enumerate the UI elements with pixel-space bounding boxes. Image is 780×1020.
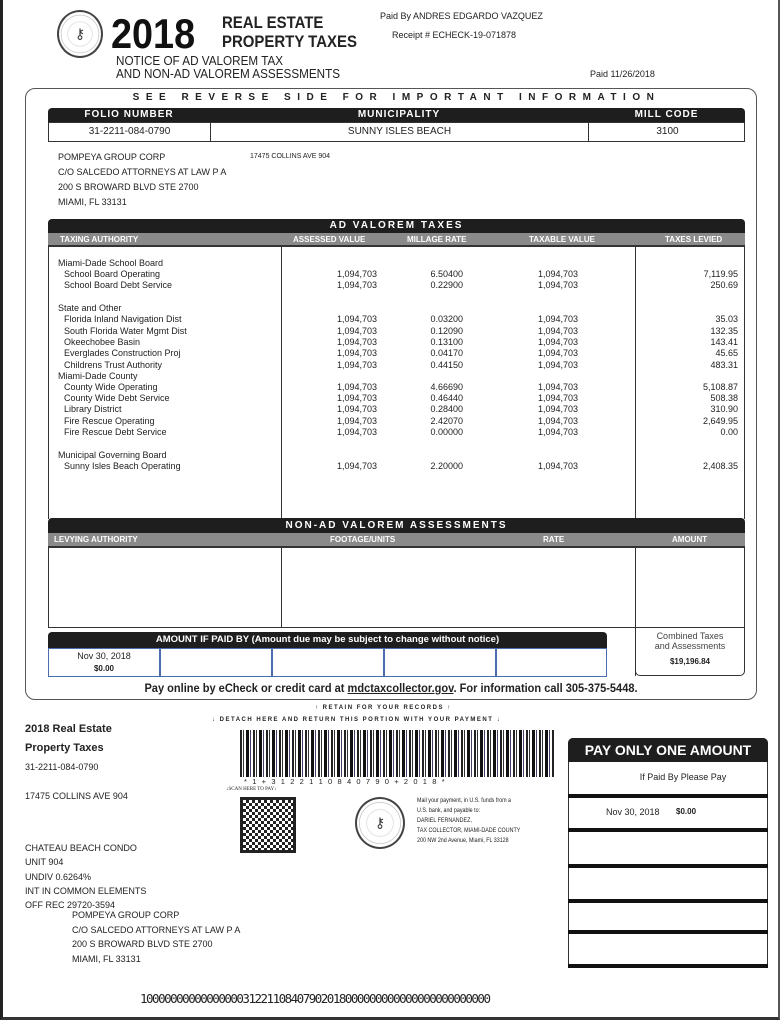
taxable-value: 1,094,703 bbox=[537, 427, 578, 437]
mill-code: 3100 bbox=[656, 126, 679, 137]
legal-description: CHATEAU BEACH CONDO UNIT 904 UNDIV 0.6264% INT IN COMMON ELEMENTS OFF REC 29720-3594 bbox=[25, 843, 147, 911]
taxing-authority: Sunny Isles Beach Operating bbox=[64, 461, 181, 471]
assessed-value: 1,094,703 bbox=[336, 314, 377, 324]
millage-rate: 0.12090 bbox=[430, 326, 463, 336]
taxable-value: 1,094,703 bbox=[537, 393, 578, 403]
reverse-side-banner: SEE REVERSE SIDE FOR IMPORTANT INFORMATION bbox=[132, 92, 661, 103]
taxable-value: 1,094,703 bbox=[537, 404, 578, 414]
property-header: FOLIO NUMBER MUNICIPALITY MILL CODE bbox=[48, 108, 745, 122]
paid-by: Paid By ANDRES EDGARDO VAZQUEZ bbox=[380, 11, 543, 21]
stub-site: 17475 COLLINS AVE 904 bbox=[25, 791, 128, 801]
taxing-authority: Florida Inland Navigation Dist bbox=[64, 314, 182, 324]
assessed-value: 1,094,703 bbox=[336, 416, 377, 426]
millage-rate: 0.00000 bbox=[430, 427, 463, 437]
taxes-levied: 310.90 bbox=[710, 404, 738, 414]
taxing-authority: Library District bbox=[64, 404, 122, 414]
taxes-levied: 2,408.35 bbox=[702, 461, 738, 471]
amount-cell-4 bbox=[384, 648, 496, 677]
millage-rate: 0.22900 bbox=[430, 280, 463, 290]
taxes-levied: 250.69 bbox=[710, 280, 738, 290]
amount-if-paid-title: AMOUNT IF PAID BY (Amount due may be subject to change without notice) bbox=[48, 632, 607, 648]
assessed-value: 1,094,703 bbox=[336, 393, 377, 403]
folio-number: 31-2211-084-0790 bbox=[49, 123, 211, 141]
taxes-levied: 7,119.95 bbox=[703, 269, 738, 279]
taxes-levied: 508.38 bbox=[710, 393, 738, 403]
keys-icon: ⚷ bbox=[74, 25, 86, 42]
taxing-authority: Fire Rescue Debt Service bbox=[64, 427, 167, 437]
amount-cell-5 bbox=[496, 648, 607, 677]
assessed-value: 1,094,703 bbox=[336, 461, 377, 471]
paid-date: Paid 11/26/2018 bbox=[590, 69, 655, 79]
taxing-authority: County Wide Debt Service bbox=[64, 393, 170, 403]
tax-collector-seal bbox=[57, 10, 103, 58]
assessed-value: 1,094,703 bbox=[336, 427, 377, 437]
millage-rate: 0.13100 bbox=[430, 337, 463, 347]
keys-icon: ⚷ bbox=[374, 814, 386, 831]
taxing-authority: South Florida Water Mgmt Dist bbox=[64, 326, 187, 336]
taxes-levied: 2,649.95 bbox=[702, 416, 738, 426]
millage-rate: 6.50400 bbox=[430, 269, 463, 279]
pay-date: Nov 30, 2018 bbox=[606, 807, 660, 817]
assessed-value: 1,094,703 bbox=[336, 269, 377, 279]
taxing-authority-group: State and Other bbox=[58, 303, 122, 313]
taxing-authority-group: Miami-Dade County bbox=[58, 371, 138, 381]
millage-rate: 0.03200 bbox=[430, 314, 463, 324]
taxable-value: 1,094,703 bbox=[537, 337, 578, 347]
taxable-value: 1,094,703 bbox=[537, 416, 578, 426]
payment-barcode bbox=[240, 730, 555, 777]
millage-rate: 2.20000 bbox=[430, 461, 463, 471]
taxable-value: 1,094,703 bbox=[537, 326, 578, 336]
amount-cell-1: Nov 30, 2018 $0.00 bbox=[48, 648, 160, 677]
ad-valorem-title: AD VALOREM TAXES bbox=[48, 219, 745, 233]
taxing-authority-group: Miami-Dade School Board bbox=[58, 258, 164, 268]
doc-title: REAL ESTATE PROPERTY TAXES bbox=[222, 13, 357, 51]
tax-year: 2018 bbox=[111, 10, 196, 57]
combined-total-box: Combined Taxes and Assessments $19,196.84 bbox=[635, 628, 745, 676]
taxable-value: 1,094,703 bbox=[537, 314, 578, 324]
taxable-value: 1,094,703 bbox=[537, 269, 578, 279]
non-ad-valorem-body bbox=[48, 548, 745, 628]
taxing-authority: County Wide Operating bbox=[64, 382, 158, 392]
assessed-value: 1,094,703 bbox=[336, 404, 377, 414]
mail-instructions: Mail your payment, in U.S. funds from a U.S. bank, and payable to: DARIEL FERNANDEZ, TAX COLLECTOR, MIAMI-DADE COUNTY 200 NW 2nd Avenue, Miami, FL 33128 bbox=[417, 797, 521, 844]
property-row bbox=[48, 122, 745, 142]
pay-only-title: PAY ONLY ONE AMOUNT bbox=[568, 738, 768, 762]
millage-rate: 0.44150 bbox=[430, 360, 463, 370]
millage-rate: 2.42070 bbox=[430, 416, 463, 426]
taxing-authority: Everglades Construction Proj bbox=[64, 348, 181, 358]
assessed-value: 1,094,703 bbox=[336, 326, 377, 336]
combined-total: $19,196.84 bbox=[669, 657, 711, 666]
amount-cell-2 bbox=[160, 648, 272, 677]
taxing-authority: Fire Rescue Operating bbox=[64, 416, 155, 426]
millage-rate: 0.46440 bbox=[430, 393, 463, 403]
millage-rate: 4.66690 bbox=[430, 382, 463, 392]
notice-title: NOTICE OF AD VALOREM TAX AND NON-AD VALOREM ASSESSMENTS bbox=[116, 53, 341, 81]
retain-label: ↑ RETAIN FOR YOUR RECORDS ↑ bbox=[315, 705, 452, 711]
pay-amount: $0.00 bbox=[676, 807, 697, 816]
if-paid-by-label: If Paid By Please Pay bbox=[639, 772, 727, 782]
millage-rate: 0.04170 bbox=[430, 348, 463, 358]
assessed-value: 1,094,703 bbox=[336, 382, 377, 392]
taxes-levied: 0.00 bbox=[720, 427, 738, 437]
taxable-value: 1,094,703 bbox=[537, 280, 578, 290]
stub-title: 2018 Real Estate Property Taxes bbox=[25, 723, 112, 754]
tax-collector-seal-small bbox=[355, 797, 405, 849]
taxes-levied: 483.31 bbox=[710, 360, 738, 370]
taxes-levied: 143.41 bbox=[710, 337, 738, 347]
ad-valorem-columns: TAXING AUTHORITY ASSESSED VALUE MILLAGE RATE TAXABLE VALUE TAXES LEVIED bbox=[48, 233, 745, 247]
taxable-value: 1,094,703 bbox=[537, 382, 578, 392]
detach-label: ↓ DETACH HERE AND RETURN THIS PORTION WITH YOUR PAYMENT ↓ bbox=[212, 717, 502, 723]
scan-label: ↓SCAN HERE TO PAY↓ bbox=[226, 787, 277, 792]
assessed-value: 1,094,703 bbox=[336, 280, 377, 290]
pay-online-text: Pay online by eCheck or credit card at mdctaxcollector.gov. For information call 305-375-5448. bbox=[144, 681, 638, 695]
taxing-authority: School Board Debt Service bbox=[64, 280, 173, 290]
millage-rate: 0.28400 bbox=[430, 404, 463, 414]
amount-cell-3 bbox=[272, 648, 384, 677]
taxable-value: 1,094,703 bbox=[537, 360, 578, 370]
tax-collector-link[interactable]: mdctaxcollector.gov bbox=[347, 681, 454, 695]
taxes-levied: 45.65 bbox=[715, 348, 738, 358]
assessed-value: 1,094,703 bbox=[336, 360, 377, 370]
receipt-number: Receipt # ECHECK-19-071878 bbox=[392, 30, 517, 40]
owner-address: POMPEYA GROUP CORP C/O SALCEDO ATTORNEYS AT LAW P A 200 S BROWARD BLVD STE 2700 MIAMI, FL 33131 bbox=[58, 152, 227, 207]
barcode-digits: * 1 + 3 1 2 2 1 1 0 8 4 0 7 9 0 + 2 0 1 8 * bbox=[244, 777, 447, 786]
municipality: SUNNY ISLES BEACH bbox=[211, 123, 589, 141]
site-address: 17475 COLLINS AVE 904 bbox=[250, 153, 331, 160]
taxing-authority: School Board Operating bbox=[64, 269, 161, 279]
stub-owner: POMPEYA GROUP CORP C/O SALCEDO ATTORNEYS AT LAW P A 200 S BROWARD BLVD STE 2700 MIAMI, FL 33131 bbox=[72, 910, 241, 964]
taxes-levied: 132.35 bbox=[710, 326, 738, 336]
non-ad-valorem-title: NON-AD VALOREM ASSESSMENTS bbox=[48, 518, 745, 533]
assessed-value: 1,094,703 bbox=[336, 348, 377, 358]
qr-code[interactable] bbox=[240, 797, 296, 853]
taxable-value: 1,094,703 bbox=[537, 348, 578, 358]
taxing-authority: Childrens Trust Authority bbox=[64, 360, 163, 370]
taxes-levied: 5,108.87 bbox=[702, 382, 738, 392]
taxing-authority-group: Municipal Governing Board bbox=[58, 450, 167, 460]
scan-line: 1000000000000000031221108407902018000000000000000000000000 bbox=[140, 991, 490, 1006]
taxing-authority: Okeechobee Basin bbox=[64, 337, 141, 347]
taxes-levied: 35.03 bbox=[715, 314, 738, 324]
stub-folio: 31-2211-084-0790 bbox=[25, 762, 99, 772]
taxable-value: 1,094,703 bbox=[537, 461, 578, 471]
assessed-value: 1,094,703 bbox=[336, 337, 377, 347]
non-ad-valorem-columns: LEVYING AUTHORITY FOOTAGE/UNITS RATE AMOUNT bbox=[48, 533, 745, 548]
